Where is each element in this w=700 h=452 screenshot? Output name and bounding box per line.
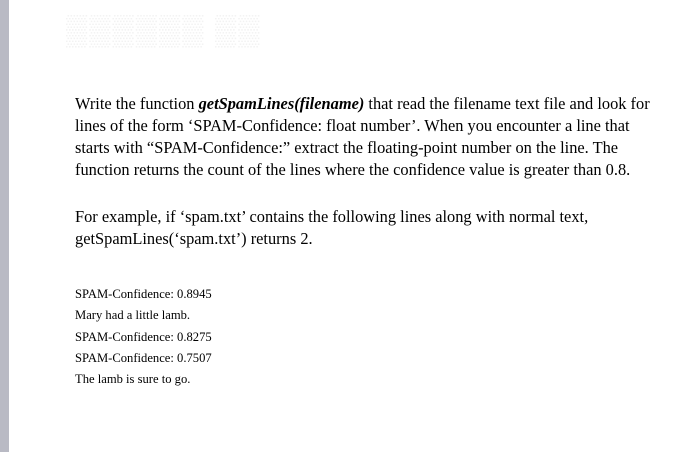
- example-line: The lamb is sure to go.: [75, 372, 191, 387]
- para1-description-text: that read the filename text file and look for lines of the form ‘SPAM-Confidence: float number’. When you encounter a line that starts with “SPAM-Confidence:” extract the floating-point number on the line. The function returns the count of the lines where the confidence value is greater than 0.8.: [75, 94, 650, 179]
- function-name: getSpamLines(filename): [198, 94, 365, 113]
- example-line: SPAM-Confidence: 0.8275: [75, 329, 212, 344]
- example-line: SPAM-Confidence: 0.8945: [75, 287, 212, 301]
- para1-intro-text: Write the function: [75, 94, 199, 113]
- problem-paragraph: [75, 93, 665, 181]
- problem-statement: [75, 93, 665, 390]
- left-border-bar: [0, 0, 9, 452]
- example-line: Mary had a little lamb.: [75, 308, 191, 323]
- example-paragraph: For example, if ‘spam.txt’ contains the following lines along with normal text, getSpamLines(‘spam.txt’) returns 2.: [75, 207, 589, 248]
- example-file-lines: [75, 284, 665, 390]
- example-line: SPAM-Confidence: 0.7507: [75, 350, 212, 365]
- faded-header-artifact: ▒▒▒▒▒▒ ▒▒: [66, 14, 262, 47]
